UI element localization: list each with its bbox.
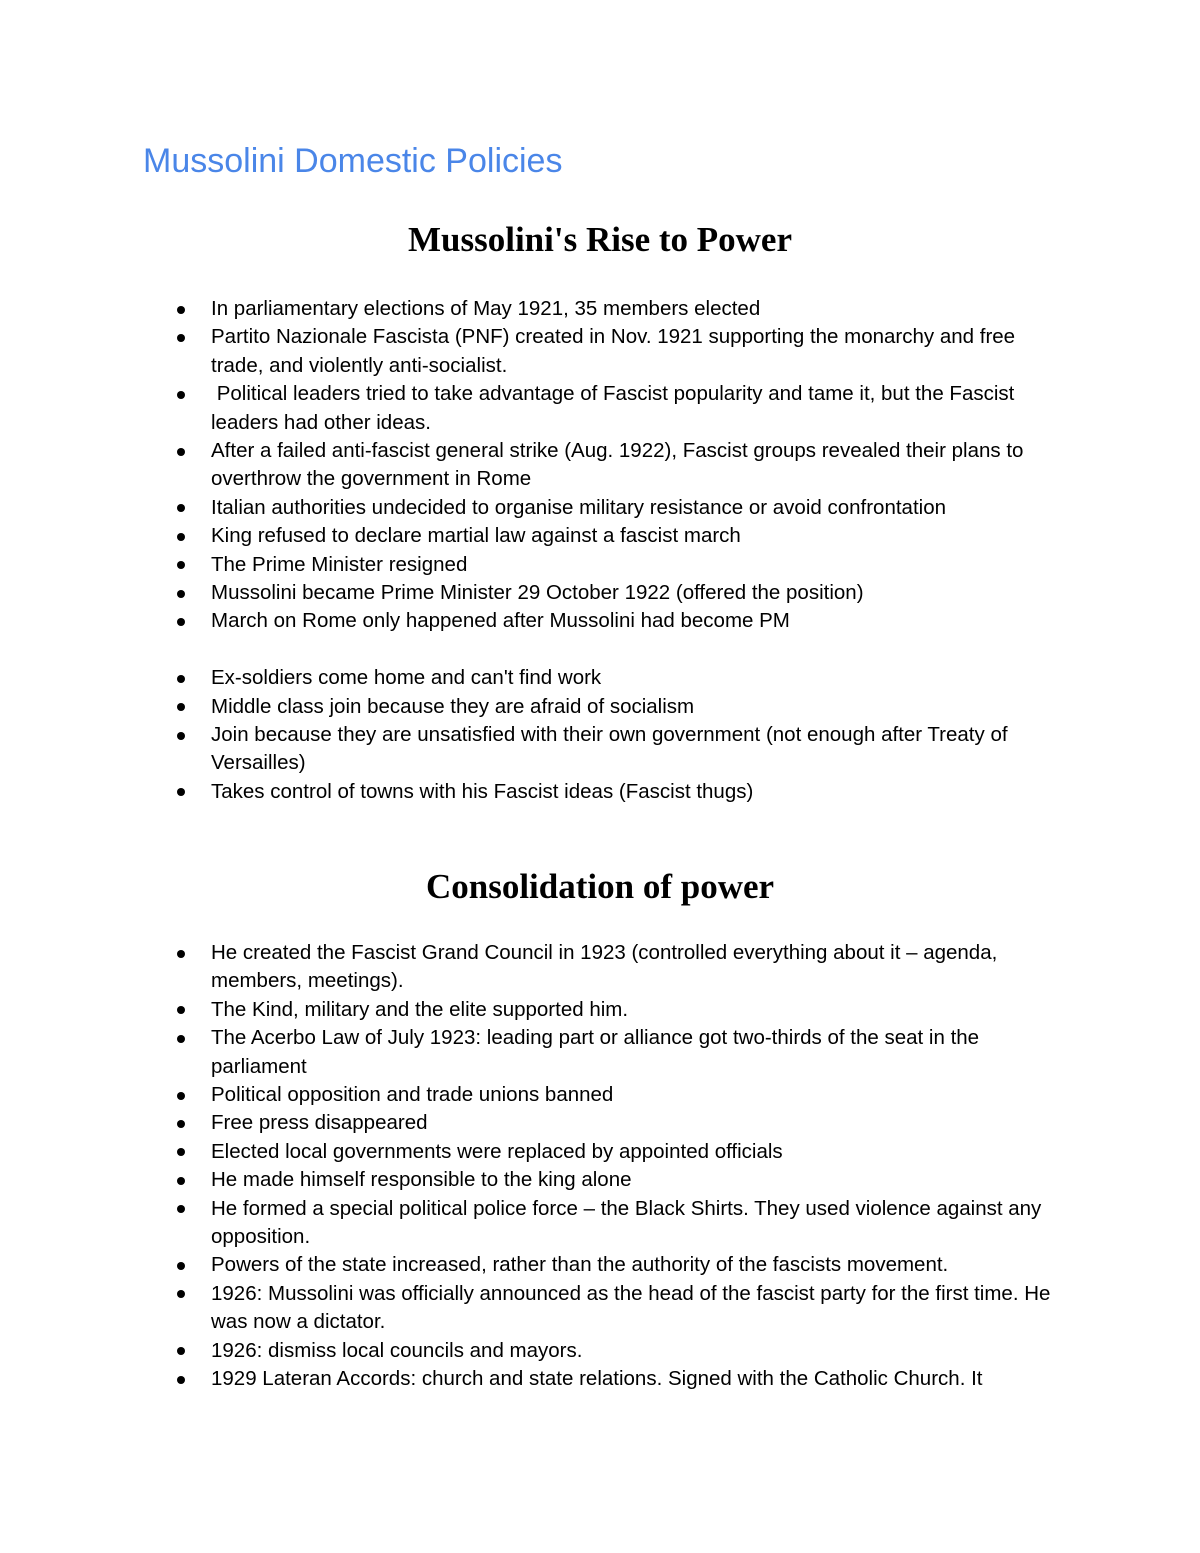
bullet-icon: [177, 1148, 185, 1156]
list-item: Join because they are unsatisfied with their own government (not enough after Treaty of Versailles): [0, 721, 1061, 778]
bullet-icon: [177, 334, 185, 342]
bullet-icon: [177, 391, 185, 399]
list-item: 1929 Lateran Accords: church and state relations. Signed with the Catholic Church. It: [0, 1365, 1061, 1393]
bullet-icon: [177, 618, 185, 626]
list-item: King refused to declare martial law against a fascist march: [0, 522, 1061, 550]
list-item: The Acerbo Law of July 1923: leading part or alliance got two-thirds of the seat in the parliament: [0, 1024, 1061, 1081]
bullet-icon: [177, 590, 185, 598]
list-item: Elected local governments were replaced by appointed officials: [0, 1138, 1061, 1166]
bullet-icon: [177, 950, 185, 958]
bullet-icon: [177, 504, 185, 512]
bullet-icon: [177, 1092, 185, 1100]
list-item: Middle class join because they are afraid of socialism: [0, 693, 1061, 721]
bullet-icon: [177, 1177, 185, 1185]
list-item: 1926: dismiss local councils and mayors.: [0, 1337, 1061, 1365]
list-item: After a failed anti-fascist general strike (Aug. 1922), Fascist groups revealed their plans to overthrow the government in Rome: [0, 437, 1061, 494]
list-item: Partito Nazionale Fascista (PNF) created in Nov. 1921 supporting the monarchy and free trade, and violently anti-socialist.: [0, 323, 1061, 380]
bullet-icon: [177, 561, 185, 569]
list-item: Powers of the state increased, rather than the authority of the fascists movement.: [0, 1251, 1061, 1279]
list-item: He formed a special political police force – the Black Shirts. They used violence against any opposition.: [0, 1195, 1061, 1252]
list-item: Political opposition and trade unions banned: [0, 1081, 1061, 1109]
bullet-list-rise-to-power: [0, 295, 1200, 806]
list-item: He created the Fascist Grand Council in 1923 (controlled everything about it – agenda, members, meetings).: [0, 939, 1061, 996]
bullet-icon: [177, 1347, 185, 1355]
bullet-icon: [177, 1205, 185, 1213]
bullet-icon: [177, 448, 185, 456]
bullet-list-consolidation-of-power: [0, 939, 1200, 1394]
bullet-icon: [177, 1035, 185, 1043]
list-item: 1926: Mussolini was officially announced as the head of the fascist party for the first time. He was now a dictator.: [0, 1280, 1061, 1337]
list-item: Ex-soldiers come home and can't find work: [0, 664, 1061, 692]
list-item: In parliamentary elections of May 1921, 35 members elected: [0, 295, 1061, 323]
bullet-icon: [177, 1120, 185, 1128]
bullet-icon: [177, 1006, 185, 1014]
list-item: Political leaders tried to take advantage of Fascist popularity and tame it, but the Fascist leaders had other ideas.: [0, 380, 1061, 437]
bullet-icon: [177, 703, 185, 711]
bullet-icon: [177, 675, 185, 683]
list-item: Takes control of towns with his Fascist ideas (Fascist thugs): [0, 778, 1061, 806]
list-item: He made himself responsible to the king alone: [0, 1166, 1061, 1194]
bullet-icon: [177, 306, 185, 314]
list-item: The Prime Minister resigned: [0, 551, 1061, 579]
list-item: Mussolini became Prime Minister 29 October 1922 (offered the position): [0, 579, 1061, 607]
bullet-icon: [177, 1376, 185, 1384]
list-item: The Kind, military and the elite supported him.: [0, 996, 1061, 1024]
list-item: Free press disappeared: [0, 1109, 1061, 1137]
section-heading-rise-to-power: Mussolini's Rise to Power: [407, 220, 792, 259]
bullet-icon: [177, 533, 185, 541]
section-heading-consolidation-of-power: Consolidation of power: [425, 867, 775, 906]
bullet-icon: [177, 788, 185, 796]
bullet-icon: [177, 1290, 185, 1298]
list-item: Italian authorities undecided to organise military resistance or avoid confrontation: [0, 494, 1061, 522]
document-title: Mussolini Domestic Policies: [143, 142, 563, 180]
list-item: March on Rome only happened after Mussolini had become PM: [0, 607, 1061, 635]
bullet-icon: [177, 732, 185, 740]
bullet-icon: [177, 1262, 185, 1270]
